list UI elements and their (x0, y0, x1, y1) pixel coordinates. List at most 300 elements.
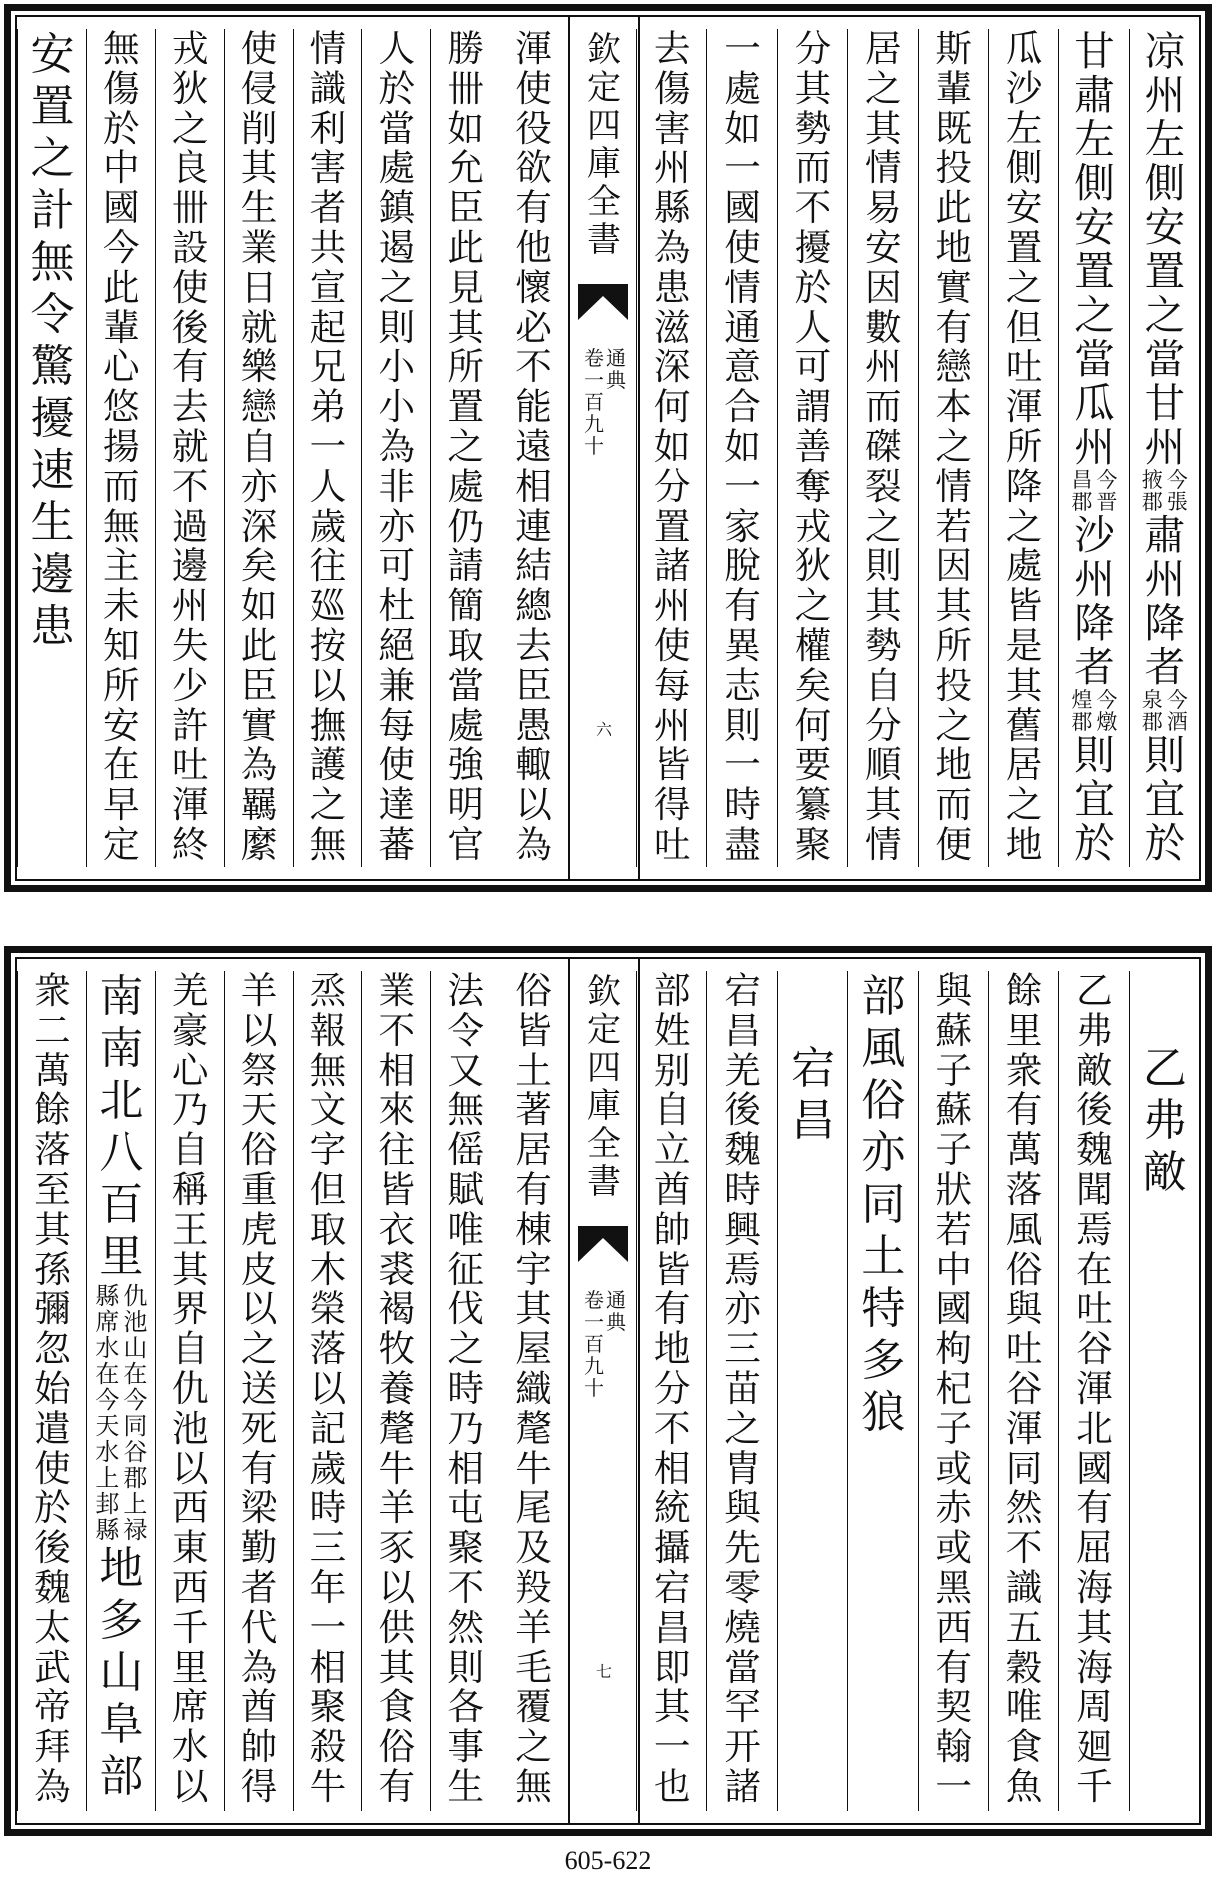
character: 於 (1144, 819, 1186, 867)
character: 卌 (171, 186, 209, 230)
note-right-column (1167, 689, 1188, 733)
top-page-column-16 (17, 29, 87, 867)
character: 就 (240, 305, 278, 349)
character: 中 (935, 1247, 972, 1291)
character: 情 (935, 464, 972, 508)
note-character: 掖 (1141, 468, 1163, 492)
character: 達 (378, 783, 416, 827)
character: 仇 (171, 1366, 209, 1410)
volume-character: 十 (584, 434, 604, 458)
character: 唯 (447, 1207, 484, 1251)
volume-character: 卷 (584, 1288, 604, 1312)
character: 若 (935, 504, 972, 548)
character: 則 (724, 703, 761, 747)
character: 降 (1074, 599, 1115, 647)
character: 弗 (1076, 1008, 1113, 1052)
character: 往 (309, 544, 347, 588)
fish-tail-mark-icon (578, 1224, 628, 1264)
character: 罕 (724, 1685, 761, 1729)
character: 之 (1005, 504, 1043, 548)
interlinear-note (1142, 469, 1188, 513)
character: 酋 (240, 1685, 278, 1729)
character: 但 (309, 1167, 347, 1211)
character: 相 (447, 1446, 484, 1490)
character: 左 (1005, 106, 1043, 150)
character: 臣 (240, 663, 278, 707)
top-page-column-13 (224, 29, 294, 867)
character: 悠 (103, 385, 140, 429)
character: 相 (309, 1645, 347, 1689)
note-character: 在 (95, 1360, 120, 1388)
character: 奪 (794, 464, 832, 508)
note-character: 谷 (123, 1438, 148, 1466)
character: 非 (378, 464, 416, 508)
character: 左 (1144, 115, 1186, 163)
character: 之 (865, 504, 902, 548)
character: 谷 (1076, 1327, 1113, 1371)
top-page-column-3 (988, 29, 1059, 867)
character: 其 (378, 1645, 416, 1689)
character: 聚 (447, 1526, 484, 1570)
character: 歲 (309, 504, 347, 548)
character: 戀 (240, 385, 278, 429)
note-character: 今 (1096, 688, 1118, 712)
character: 州 (171, 584, 209, 628)
character: 忽 (34, 1327, 71, 1371)
character: 征 (447, 1247, 484, 1291)
character: 不 (447, 1565, 484, 1609)
character: 多 (99, 1595, 144, 1646)
character: 帥 (653, 1207, 691, 1251)
character: 餘 (1005, 969, 1043, 1012)
character: 無 (103, 27, 140, 70)
character: 帝 (34, 1685, 71, 1729)
character: 以 (171, 1446, 209, 1490)
character: 此 (935, 186, 972, 230)
note-character: 上 (123, 1490, 148, 1518)
character: 失 (171, 623, 209, 667)
character: 其 (865, 584, 902, 628)
book-title-character: 通 (606, 1288, 626, 1312)
character: 池 (171, 1406, 209, 1450)
character: 有 (240, 1446, 278, 1490)
note-right-column (123, 1283, 147, 1543)
character: 落 (34, 1128, 71, 1172)
character: 同 (1005, 1446, 1043, 1490)
volume-number (584, 1289, 604, 1399)
note-character: 同 (123, 1412, 148, 1440)
character: 州 (1144, 423, 1186, 471)
character: 無 (309, 1048, 347, 1092)
character: 地 (99, 1543, 144, 1594)
character: 有 (724, 584, 761, 628)
character: 子 (935, 1128, 972, 1172)
character: 安 (30, 29, 75, 80)
volume-character: 一 (584, 368, 604, 392)
character: 為 (515, 822, 552, 866)
character: 心 (171, 1048, 209, 1092)
character: 宜 (1074, 775, 1115, 823)
character: 則 (1074, 731, 1115, 779)
note-character: 今 (123, 1386, 148, 1414)
interlinear-note (95, 1283, 147, 1543)
note-character: 上 (95, 1464, 120, 1492)
character: 俗 (861, 1075, 906, 1126)
character: 水 (171, 1725, 209, 1769)
character: 其 (653, 1685, 691, 1729)
character: 亦 (724, 1287, 761, 1331)
character: 於 (378, 66, 416, 110)
character: 鎮 (378, 186, 416, 230)
character: 一 (309, 1605, 347, 1649)
character: 之 (30, 133, 75, 184)
character: 字 (309, 1128, 347, 1172)
character: 知 (103, 623, 140, 667)
character: 州 (1074, 423, 1115, 471)
character: 里 (1005, 1008, 1043, 1052)
character: 戀 (935, 345, 972, 389)
note-character: 張 (1166, 490, 1188, 514)
character: 自 (171, 1327, 209, 1371)
character: 然 (447, 1605, 484, 1649)
character: 為 (34, 1764, 71, 1808)
character: 無 (515, 1764, 552, 1808)
character: 魏 (34, 1565, 71, 1609)
character: 有 (171, 345, 209, 389)
character: 拜 (34, 1725, 71, 1769)
note-right-column (1167, 469, 1188, 513)
character: 定 (103, 822, 140, 866)
character: 聚 (309, 1685, 347, 1729)
character: 各 (447, 1685, 484, 1729)
character: 自 (653, 1088, 691, 1132)
note-character: 邽 (95, 1490, 120, 1518)
volume-character: 一 (584, 1310, 604, 1334)
note-character: 郡 (1071, 490, 1093, 514)
center-fold-strip (568, 959, 640, 1823)
character: 之 (1005, 783, 1043, 827)
title-character: 定 (587, 68, 621, 108)
character: 之 (378, 265, 416, 309)
character: 無 (30, 237, 75, 288)
character: 時 (724, 783, 761, 827)
character: 而 (865, 385, 902, 429)
character: 家 (724, 504, 761, 548)
character: 部 (653, 969, 691, 1012)
character: 然 (1005, 1486, 1043, 1530)
character: 計 (30, 185, 75, 236)
character: 此 (447, 225, 484, 269)
character: 渾 (1005, 385, 1043, 429)
character: 以 (240, 1008, 278, 1052)
character: 俗 (378, 1725, 416, 1769)
character: 愚 (515, 703, 552, 747)
top-page (4, 4, 1212, 892)
bottom-page-column-8 (636, 971, 707, 1811)
character: 皆 (378, 1167, 416, 1211)
character: 之 (447, 1327, 484, 1371)
character: 瓜 (1005, 27, 1043, 70)
character: 他 (515, 225, 552, 269)
character: 無 (309, 822, 347, 866)
character: 當 (447, 663, 484, 707)
character: 渾 (171, 783, 209, 827)
bottom-page-column-15 (86, 971, 156, 1811)
character: 伐 (447, 1287, 484, 1331)
character: 渾 (1005, 1406, 1043, 1450)
character: 昌 (724, 1008, 761, 1052)
character: 州 (1074, 555, 1115, 603)
character: 地 (653, 1327, 691, 1371)
character: 豕 (378, 1526, 416, 1570)
character: 廵 (309, 584, 347, 628)
character: 為 (653, 225, 691, 269)
top-page-column-6 (777, 29, 848, 867)
character: 使 (171, 265, 209, 309)
character: 後 (34, 1526, 71, 1570)
character: 患 (653, 265, 691, 309)
character: 或 (935, 1446, 972, 1490)
character: 國 (103, 186, 140, 230)
character: 置 (30, 81, 75, 132)
character: 州 (865, 345, 902, 389)
character: 於 (103, 106, 140, 150)
character: 皆 (1005, 584, 1043, 628)
character: 穀 (1005, 1645, 1043, 1689)
character: 統 (653, 1486, 691, 1530)
character: 養 (378, 1366, 416, 1410)
character: 而 (935, 783, 972, 827)
character: 小 (378, 385, 416, 429)
character: 縻 (240, 822, 278, 866)
note-left-column (95, 1283, 119, 1543)
top-page-frame (15, 15, 1201, 881)
character: 情 (309, 27, 347, 70)
character: 共 (309, 225, 347, 269)
character: 如 (653, 424, 691, 468)
character: 分 (653, 464, 691, 508)
character: 事 (447, 1725, 484, 1769)
character: 何 (653, 385, 691, 429)
character: 諸 (653, 544, 691, 588)
character: 海 (1076, 1645, 1113, 1689)
character: 縣 (653, 186, 691, 230)
character: 宣 (309, 265, 347, 309)
character: 削 (240, 106, 278, 150)
character: 州 (653, 703, 691, 747)
character: 蘇 (935, 1008, 972, 1052)
character: 識 (1005, 1565, 1043, 1609)
character: 絕 (378, 623, 416, 667)
character: 傜 (447, 1128, 484, 1172)
note-character: 水 (95, 1334, 120, 1362)
character: 多 (861, 1335, 906, 1386)
top-page-column-1 (1129, 29, 1200, 867)
character: 良 (171, 146, 209, 190)
character: 後 (1076, 1088, 1113, 1132)
top-page-column-10 (430, 29, 500, 867)
character: 餘 (34, 1088, 71, 1132)
character: 戎 (794, 504, 832, 548)
character: 易 (865, 186, 902, 230)
character: 傷 (103, 66, 140, 110)
character: 覆 (515, 1685, 552, 1729)
note-character: 今 (1166, 468, 1188, 492)
character: 興 (724, 1207, 761, 1251)
character: 蕃 (378, 822, 416, 866)
character: 纂 (794, 783, 832, 827)
character: 代 (240, 1605, 278, 1649)
note-character: 酒 (1166, 710, 1188, 734)
character: 之 (240, 1327, 278, 1371)
character: 裂 (865, 464, 902, 508)
character: 千 (171, 1605, 209, 1649)
character: 特 (861, 1283, 906, 1334)
top-page-column-9 (499, 29, 568, 867)
character: 不 (378, 1008, 416, 1052)
character: 有 (515, 186, 552, 230)
character: 狼 (861, 1387, 906, 1438)
character: 所 (103, 663, 140, 707)
character: 輩 (103, 305, 140, 349)
character: 太 (34, 1605, 71, 1649)
character: 降 (1005, 464, 1043, 508)
character: 使 (653, 623, 691, 667)
character: 吐 (1005, 345, 1043, 389)
character: 置 (1144, 247, 1186, 295)
page-footer-number: 605-622 (564, 1846, 652, 1875)
character: 始 (34, 1366, 71, 1410)
character: 而 (794, 146, 832, 190)
character: 允 (447, 146, 484, 190)
character: 有 (935, 305, 972, 349)
character: 要 (794, 743, 832, 787)
character: 自 (171, 1128, 209, 1172)
character: 褐 (378, 1287, 416, 1331)
collection-title (570, 31, 638, 259)
character: 界 (171, 1287, 209, 1331)
character: 心 (103, 345, 140, 389)
character: 降 (1144, 599, 1186, 647)
character: 總 (515, 584, 552, 628)
character: 杞 (935, 1366, 972, 1410)
character: 三 (309, 1526, 347, 1570)
character: 南 (99, 1023, 144, 1074)
character: 部 (99, 1751, 144, 1802)
character: 日 (240, 265, 278, 309)
character: 先 (724, 1526, 761, 1570)
character: 之 (724, 1406, 761, 1450)
character: 則 (865, 544, 902, 588)
character: 里 (99, 1231, 144, 1282)
interlinear-note (1072, 689, 1118, 733)
character: 諸 (724, 1764, 761, 1808)
character: 州 (653, 146, 691, 190)
character: 或 (935, 1526, 972, 1570)
book-title (606, 347, 626, 391)
character: 其 (1005, 663, 1043, 707)
character: 但 (1005, 305, 1043, 349)
top-page-column-4 (918, 29, 989, 867)
note-character: 縣 (95, 1516, 120, 1544)
character: 榮 (309, 1287, 347, 1331)
note-character: 禄 (123, 1516, 148, 1544)
character: 吐 (1076, 1287, 1113, 1331)
character: 弟 (309, 385, 347, 429)
character: 臣 (515, 663, 552, 707)
character: 安 (865, 225, 902, 269)
top-page-column-11 (361, 29, 431, 867)
character: 此 (103, 265, 140, 309)
character: 屋 (515, 1327, 552, 1371)
note-character: 仇 (123, 1282, 148, 1310)
character: 西 (935, 1605, 972, 1649)
character: 令 (30, 289, 75, 340)
character: 别 (653, 1048, 691, 1092)
character: 能 (515, 385, 552, 429)
character: 分 (794, 27, 832, 70)
character: 八 (99, 1127, 144, 1178)
character: 五 (1005, 1605, 1043, 1649)
character: 無 (447, 1088, 484, 1132)
character: 矣 (794, 663, 832, 707)
character: 去 (515, 623, 552, 667)
character: 有 (1005, 1088, 1043, 1132)
note-left-column (1142, 689, 1163, 733)
character: 一 (724, 464, 761, 508)
character: 居 (1005, 743, 1043, 787)
character: 年 (309, 1565, 347, 1609)
character: 沙 (1074, 511, 1115, 559)
character: 脫 (724, 544, 761, 588)
character: 牧 (378, 1327, 416, 1371)
character: 尾 (515, 1486, 552, 1530)
character: 之 (935, 703, 972, 747)
character: 樂 (240, 345, 278, 389)
character: 置 (1005, 225, 1043, 269)
bottom-page-column-11 (361, 971, 431, 1811)
character: 不 (1005, 1526, 1043, 1570)
character: 宕 (653, 1565, 691, 1609)
character: 當 (724, 1645, 761, 1689)
character: 燒 (724, 1605, 761, 1649)
character: 識 (309, 66, 347, 110)
character: 此 (240, 623, 278, 667)
character: 帥 (240, 1725, 278, 1769)
character: 敵 (1076, 1048, 1113, 1092)
character: 有 (378, 1764, 416, 1808)
character: 乃 (171, 1088, 209, 1132)
character: 明 (447, 783, 484, 827)
character: 聚 (794, 822, 832, 866)
character: 土 (515, 1048, 552, 1092)
character: 與 (724, 1486, 761, 1530)
character: 來 (378, 1088, 416, 1132)
character: 孫 (34, 1247, 71, 1291)
character: 一 (309, 424, 347, 468)
character: 敵 (1142, 1147, 1187, 1198)
character: 食 (1005, 1725, 1043, 1769)
character: 其 (935, 584, 972, 628)
character: 謂 (794, 385, 832, 429)
character: 風 (861, 1023, 906, 1074)
character: 魏 (1076, 1128, 1113, 1172)
character: 權 (794, 623, 832, 667)
book-title-character: 典 (606, 1310, 626, 1334)
character: 為 (240, 743, 278, 787)
character: 仍 (447, 504, 484, 548)
note-character: 煌 (1071, 688, 1093, 712)
